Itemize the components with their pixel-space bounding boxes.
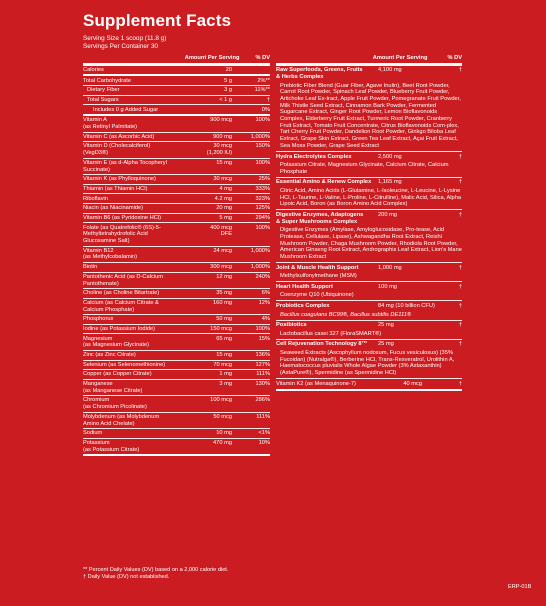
nutrient-name: Pantothenic Acid (as D-Calcium Pantothenate) [83,273,163,287]
complex-amount: 2,500 mg [378,153,402,160]
nutrient-amount: 15 mg [216,352,232,359]
complex-amount: 100 mg [378,283,397,290]
complex-name: Postbiotics [276,322,307,329]
nutrient-name: Vitamin D (Cholecalciferol) (VegD3®) [83,143,151,157]
complex-amount: 200 mg [378,212,397,218]
complex-header [276,282,462,291]
nutrient-name: Choline (as Choline Bitartrate) [83,290,160,297]
nutrient-amount: 70 mcg [213,361,232,368]
complex-header [276,321,462,330]
table-row [83,175,270,185]
nutrient-dv: 1,000% [250,264,270,271]
nutrient-dv: 1,000% [250,133,270,140]
complex-group [276,178,462,211]
nutrient-amount: 900 mg [213,133,232,140]
complex-dv: † [458,153,462,160]
nutrient-amount: 160 mg [213,299,232,306]
nutrient-dv: 10% [258,439,270,446]
nutrient-dv: 2%** [257,77,270,84]
complex-header [276,66,462,82]
nutrient-dv: 150% [255,143,270,150]
nutrient-name: Calcium (as Calcium Citrate & Calcium Phosphate) [83,299,159,313]
table-row [83,76,270,86]
complex-name: Hydra Electrolytes Complex [276,153,352,160]
complex-dv: † [458,67,462,74]
complex-ingredients: Methylsulfonylmethane (MSM) [280,273,357,280]
nutrient-dv: 127% [255,361,270,368]
complex-group [276,282,462,301]
nutrient-dv: 100% [255,325,270,332]
nutrient-amount: 15 mg [216,159,232,166]
nutrient-dv: 4% [261,316,270,323]
serving-size: Serving Size 1 scoop (11.8 g) [83,35,167,42]
complex-ingredients: Digestive Enzymes (Amylase, Amyloglucosidase, Pro-tease, Acid Protease, Cellulase, Lipase), Ashwagandha Root Extract, Reishi Mushroom Powder, Chaga Mushroom Powder, Rhodiola Root Powder, American Ginseng Root Extract, Andrographis Leaf Extract, Lion's Mane Mushroom Extract [280,227,462,261]
table-row [83,380,270,396]
nutrient-dv: 323% [255,195,270,202]
complex-group [276,152,462,178]
table-row [83,361,270,371]
complex-name: Heart Health Support [276,283,333,290]
nutrient-name: Copper (as Copper Citrate) [83,371,152,378]
nutrient-amount: < 1 g [219,96,232,103]
nutrient-dv: <1% [258,430,270,437]
nutrient-name: Riboflavin [83,195,108,202]
servings-per-container: Servings Per Container 30 [83,43,158,50]
complex-ingredients: Citric Acid, Amino Acids (L-Glutamine, L-Isoleucine, L-Leucine, L-Lysine HCl, L-Taurine, L-Valine, L-Proline, L-Citrulline), Malic Acid, Silica, Alpha Lipoic Acid, Boron (as Boron Amino Acid Complex) [280,187,462,208]
product-code: ERP-01B [508,584,532,590]
table-row [83,86,270,96]
table-row [83,116,270,132]
nutrient-amount: 300 mcg [210,264,232,271]
complex-dv: † [458,322,462,329]
nutrient-name: Biotin [83,264,98,271]
nutrient-amount: 1 mg [219,371,232,378]
nutrient-amount: 5 mg [219,214,232,221]
nutrient-name: Vitamin C (as Ascorbic Acid) [83,133,155,140]
nutrient-dv: 333% [255,185,270,192]
table-row [83,299,270,315]
complex-name: Joint & Muscle Health Support [276,264,359,271]
nutrient-name: Chromium (as Chromium Picolinate) [83,397,147,411]
amount-header: Amount Per Serving [372,55,428,61]
table-row [83,315,270,325]
nutrient-dv: 15% [258,335,270,342]
nutrient-dv: 111% [256,413,270,420]
nutrient-name: Folate (as Quatrefolic® (6S)-5- Methyltetrahydrofolic Acid Glucosamine Salt) [83,224,161,245]
dv-header: % DV [447,55,462,61]
complex-name: Raw Superfoods, Greens, Fruits & Herbs Complex [276,67,363,80]
footnotes [83,567,228,581]
nutrient-amount: 5 g [224,77,232,84]
nutrient-amount: 12 mg [216,273,232,280]
complex-header [276,178,462,187]
nutrient-dv: 111% [256,371,270,378]
left-rows [83,66,270,456]
complex-group [276,340,462,379]
left-facts-table [83,55,270,456]
nutrient-name: Vitamin K (as Phylloquinone) [83,176,156,183]
nutrient-amount: 10 mg [216,430,232,437]
complex-header [276,210,462,226]
complex-amount: 25 mg [378,322,394,329]
nutrient-name: Niacin (as Niacinamide) [83,205,144,212]
nutrient-dv: 12% [258,299,270,306]
complex-name: Cell Rejuvenation Technology 8™ [276,341,368,348]
right-groups [276,66,462,379]
table-row [83,214,270,224]
nutrient-amount [186,107,232,114]
table-row [83,325,270,335]
nutrient-dv: 11%** [254,87,270,94]
nutrient-amount: 24 mcg [213,247,232,254]
nutrient-amount: 100 mcg [210,397,232,404]
nutrient-amount: 150 mcg [210,325,232,332]
nutrient-dv: 25% [258,176,270,183]
complex-amount: 4,100 mg [378,67,402,74]
vitamin-k2-row [276,379,462,390]
nutrient-name: Vitamin E (as d-Alpha Tocopheryl Succinate) [83,159,167,173]
nutrient-amount: 30 mcg [213,176,232,183]
complex-amount: 1,165 mg [378,179,402,186]
table-row [83,370,270,380]
complex-group [276,210,462,263]
nutrient-name: Iodine (as Potassium Iodide) [83,325,156,332]
complex-header [276,340,462,349]
nutrient-dv: 0% [261,106,270,113]
table-row [83,247,270,263]
nutrient-amount: 50 mg [216,316,232,323]
footnote: ** Percent Daily Values (DV) based on a 2,000 calorie diet. [83,567,229,573]
nutrient-dv: 1,000% [250,247,270,254]
table-row [83,429,270,439]
nutrient-amount: 400 mcg DFE [210,224,232,238]
footnote: † Daily Value (DV) not established. [83,574,170,580]
nutrient-name: Zinc (as Zinc Citrate) [83,352,136,359]
complex-dv: † [458,341,462,348]
complex-ingredients: Coenzyme Q10 (Ubiquinone) [280,292,354,299]
nutrient-amount: 20 mg [216,205,232,212]
table-row [83,159,270,175]
nutrient-amount: 900 mcg [210,117,232,124]
right-table-header [276,55,462,66]
table-row [83,413,270,429]
nutrient-dv: 100% [255,159,270,166]
nutrient-dv: 286% [255,397,270,404]
nutrient-name: Thiamin (as Thiamin HCl) [83,185,148,192]
nutrient-name: Vitamin B12 (as Methylcobalamin) [83,247,138,261]
nutrient-dv: 100% [255,117,270,124]
complex-group [276,66,462,152]
nutrient-amount: 4.2 mg [214,195,232,202]
complex-name: Essential Amino & Renew Complex [276,179,372,186]
nutrient-name: Magnesium (as Magnesium Glycinate) [83,335,150,349]
nutrient-dv: 100% [255,224,270,231]
nutrient-dv: 6% [261,290,270,297]
nutrient-dv: † [458,380,462,387]
complex-name: Digestive Enzymes, Adaptogens & Super Mushrooms Complex [276,212,364,225]
nutrient-name: Molybdenum (as Molybdenum Amino Acid Chelate) [83,413,160,427]
complex-amount: 1,000 mg [378,264,402,271]
nutrient-amount: 3 mg [219,381,232,388]
nutrient-name: Vitamin A (as Retinyl Palmitate) [83,117,138,131]
complex-header [276,301,462,310]
nutrient-dv: 136% [255,352,270,359]
nutrient-name: Total Sugars [87,96,119,103]
serving-info [83,35,166,51]
dv-header: % DV [255,55,270,61]
table-row [83,204,270,214]
table-row [83,351,270,361]
table-row [83,142,270,158]
complex-dv: † [458,303,462,310]
nutrient-dv: 294% [255,214,270,221]
table-row [83,289,270,299]
nutrient-dv: 125% [255,205,270,212]
nutrient-amount: 3 g [224,87,232,94]
complex-ingredients: Lactobacillus casei 327 (FloraSMART®) [280,330,382,337]
nutrient-name: Calories [83,66,104,73]
nutrient-name: Manganese (as Manganese Citrate) [83,381,143,394]
complex-ingredients: Prebiotic Fiber Blend (Guar Fiber, Agave Inulin), Beet Root Powder, Carrot Root Powder, Spinach Leaf Powder, Blueberry Fruit Powder, Artichoke Leaf Ex-tract, Apple Fruit Powder, Pomegranate Fruit Powder, Milk Thistle Seed Extract, Cinnamon Bark Powder, Fermented Sugarcane Extract, Ginger Root Powder, Lemon Bioflavonoids Complex, Elderberry Fruit Extract, Turmeric Root Powder, Cranberry Fruit Extract, Tomato Fruit Concentrate, Citrus Bioflavonoids Com-plex, Tart Cherry Fruit Powder, Dandelion Root Powder, Ginkgo Biloba Leaf Extract, Grape Skin Extract, Green Tea Leaf Extract, Açai Fruit Extract, Sea Moss Powder, Grape Seed Extract [280,82,461,149]
nutrient-amount: 40 mcg [403,380,422,387]
nutrient-dv [232,67,270,74]
right-facts-table [276,55,462,391]
nutrient-name: Selenium (as Selenomethionine) [83,361,166,368]
nutrient-name: Phosphorus [83,316,114,323]
complex-ingredients: Seaweed Extracts (Ascophyllum nodosum, Fucus vesiculosus) (35% Fucoidan) (Nutralga®), Berberine HCl, Trans-Resveratrol, Urolithin A, Haematococcus pluvialis Whole Algae Powder (3% Astaxanthin) (AstaPure®), Spermidine (as Spermidine HCl) [280,349,455,377]
complex-dv: † [458,212,462,218]
complex-ingredients: Potassium Citrate, Magnesium Glycinate, Calcium Citrate, Calcium Phosphate [280,162,449,175]
complex-dv: † [458,179,462,186]
nutrient-amount: 35 mg [216,290,232,297]
nutrient-name: Includes 0 g Added Sugar [93,106,159,113]
table-row [83,263,270,273]
nutrient-amount: 20 [225,66,232,73]
table-row [83,105,270,116]
table-row [83,66,270,77]
nutrient-name: Sodium [83,430,103,437]
nutrient-dv: † [266,96,270,103]
complex-group [276,321,462,340]
left-table-header [83,55,270,66]
table-row [83,133,270,143]
page-title: Supplement Facts [83,11,232,30]
nutrient-amount: 30 mcg (1,200 IU) [206,143,232,157]
nutrient-amount: 65 mg [216,335,232,342]
nutrient-amount: 4 mg [219,185,232,192]
nutrient-amount: 470 mg [213,439,232,446]
nutrient-name: Total Carbohydrate [83,77,132,84]
complex-amount: 25 mg [378,341,394,348]
amount-header: Amount Per Serving [184,55,240,61]
nutrient-dv: 240% [255,273,270,280]
nutrient-dv: 130% [255,381,270,388]
complex-header [276,263,462,272]
table-row [83,439,270,456]
nutrient-name: Vitamin K2 (as Menaquinone-7) [276,380,356,387]
nutrient-amount: 50 mcg [213,413,232,420]
table-row [83,223,270,246]
complex-ingredients: Bacillus coagulans BC99®, Bacillus subtilis DE111® [280,311,412,318]
table-row [83,396,270,412]
table-row [83,273,270,289]
nutrient-name: Vitamin B6 (as Pyridoxine HCl) [83,214,161,221]
complex-dv: † [458,264,462,271]
complex-group [276,301,462,320]
complex-amount: 84 mg (10 billion CFU) [378,303,435,310]
complex-group [276,263,462,282]
complex-dv: † [458,283,462,290]
nutrient-name: Dietary Fiber [87,87,120,94]
table-row [83,194,270,204]
complex-header [276,152,462,161]
table-row [83,185,270,195]
table-row [83,96,270,106]
nutrient-name: Potassium (as Potassium Citrate) [83,439,140,453]
table-row [83,334,270,350]
complex-name: Probiotics Complex [276,303,330,310]
